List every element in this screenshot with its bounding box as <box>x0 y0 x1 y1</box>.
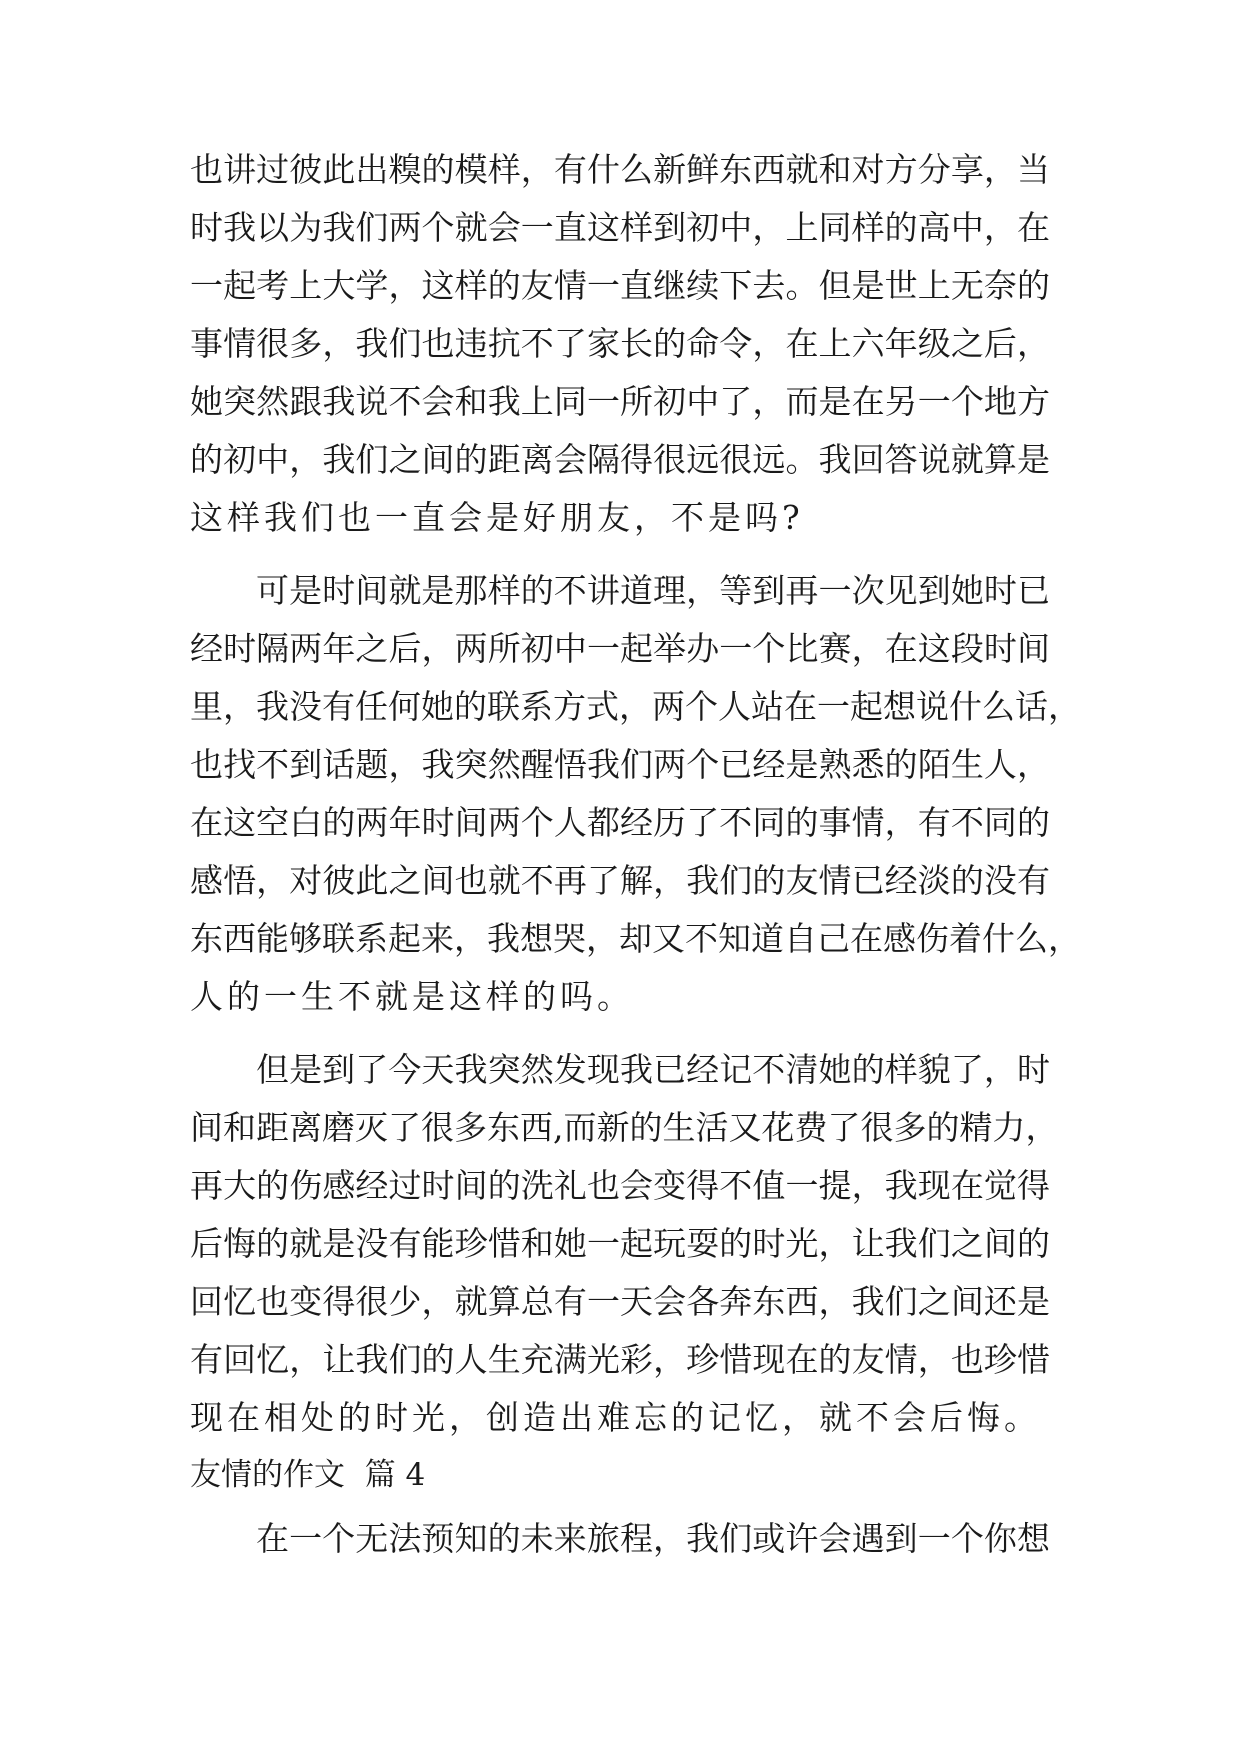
paragraph-line: 现在相处的时光，创造出难忘的记忆，就不会后悔。 <box>190 1398 1041 1437</box>
paragraph-line: 再大的伤感经过时间的洗礼也会变得不值一提，我现在觉得 <box>190 1166 1050 1205</box>
paragraph-line: 可是时间就是那样的不讲道理，等到再一次见到她时已 <box>256 571 1050 610</box>
paragraph-line: 也讲过彼此出糗的模样，有什么新鲜东西就和对方分享，当 <box>190 150 1050 189</box>
paragraph-line: 也找不到话题，我突然醒悟我们两个已经是熟悉的陌生人， <box>190 745 1050 784</box>
paragraph-line: 人的一生不就是这样的吗。 <box>190 977 634 1016</box>
paragraph-line: 在一个无法预知的未来旅程，我们或许会遇到一个你想 <box>256 1519 1050 1558</box>
paragraph-line: 她突然跟我说不会和我上同一所初中了，而是在另一个地方 <box>190 382 1050 421</box>
paragraph-line: 东西能够联系起来，我想哭，却又不知道自己在感伤着什么， <box>190 919 1081 958</box>
paragraph-line: 后悔的就是没有能珍惜和她一起玩耍的时光，让我们之间的 <box>190 1224 1050 1263</box>
paragraph-line: 但是到了今天我突然发现我已经记不清她的样貌了，时 <box>256 1050 1050 1089</box>
paragraph-line: 感悟，对彼此之间也就不再了解，我们的友情已经淡的没有 <box>190 861 1050 900</box>
paragraph-line: 里，我没有任何她的联系方式，两个人站在一起想说什么话， <box>190 687 1081 726</box>
paragraph-line: 的初中，我们之间的距离会隔得很远很远。我回答说就算是 <box>190 440 1050 479</box>
paragraph-line: 一起考上大学，这样的友情一直继续下去。但是世上无奈的 <box>190 266 1050 305</box>
paragraph-line: 在这空白的两年时间两个人都经历了不同的事情，有不同的 <box>190 803 1050 842</box>
paragraph-line: 这样我们也一直会是好朋友，不是吗? <box>190 498 804 537</box>
paragraph-line: 回忆也变得很少，就算总有一天会各奔东西，我们之间还是 <box>190 1282 1050 1321</box>
section-heading: 友情的作文 篇 4 <box>190 1457 426 1493</box>
paragraph-line: 经时隔两年之后，两所初中一起举办一个比赛，在这段时间 <box>190 629 1050 668</box>
paragraph-line: 有回忆，让我们的人生充满光彩，珍惜现在的友情，也珍惜 <box>190 1340 1050 1379</box>
paragraph-line: 间和距离磨灭了很多东西,而新的生活又花费了很多的精力， <box>190 1108 1059 1147</box>
paragraph-line: 事情很多，我们也违抗不了家长的命令，在上六年级之后， <box>190 324 1050 363</box>
paragraph-line: 时我以为我们两个就会一直这样到初中，上同样的高中，在 <box>190 208 1050 247</box>
